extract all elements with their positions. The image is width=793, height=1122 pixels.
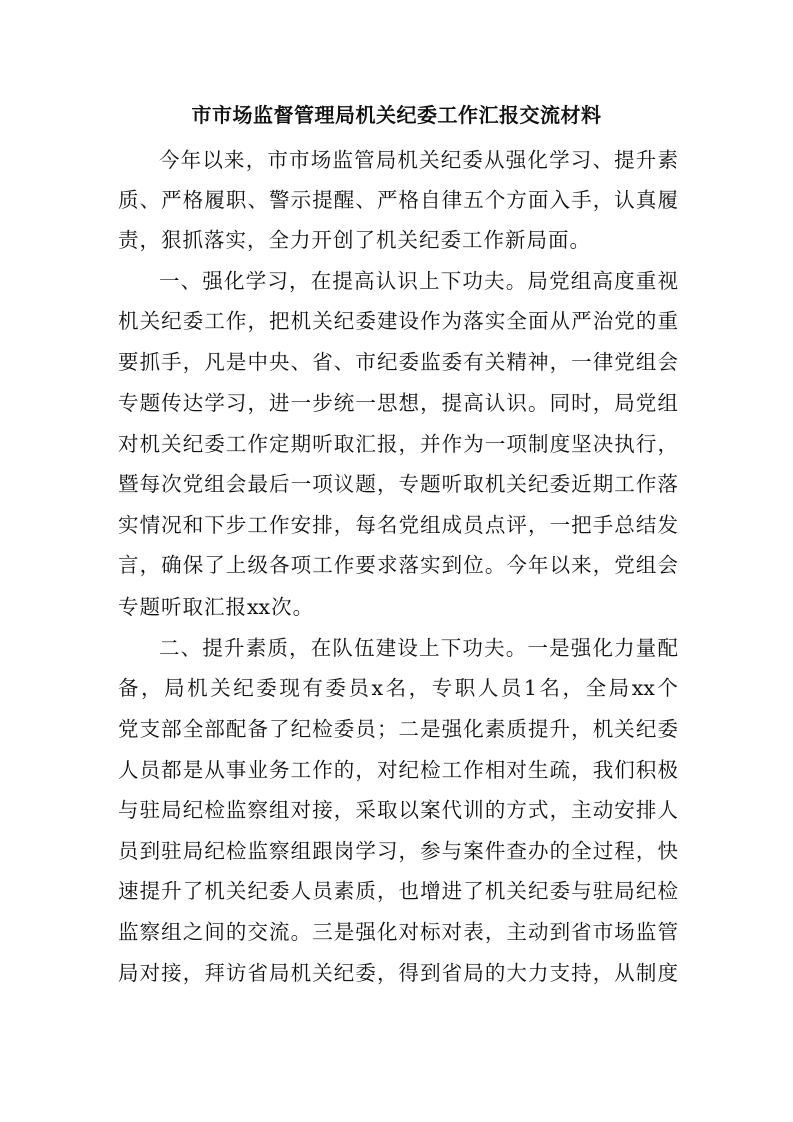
body-line: 局 对 接 ， 拜 访 省 局 机 关 纪 委 ， 得 到 省 局 的 大 力 支 持 ， 从 制 度 bbox=[118, 961, 678, 985]
body-line: 要 抓 手 ， 凡 是 中 央 、 省 、 市 纪 委 监 委 有 关 精 神 ， 一 律 党 组 会 bbox=[118, 350, 678, 374]
body-line: 备 ， 局 机 关 纪 委 现 有 委 员 x 名 ， 专 职 人 员 1 名 ， 全 局 xx 个 bbox=[118, 676, 678, 700]
body-line: 专 题 传 达 学 习 ， 进 一 步 统 一 思 想 ， 提 高 认 识 。 同 时 ， 局 党 组 bbox=[118, 391, 678, 415]
document-title: 市市场监督管理局机关纪委工作汇报交流材料 bbox=[191, 103, 602, 127]
body-line: 监 察 组 之 间 的 交 流 。 三 是 强 化 对 标 对 表 ， 主 动 到 省 市 场 监 管 bbox=[118, 920, 678, 944]
body-line: 机 关 纪 委 工 作 ， 把 机 关 纪 委 建 设 作 为 落 实 全 面 从 严 治 党 的 重 bbox=[118, 309, 678, 333]
body-line: 员 到 驻 局 纪 检 监 察 组 跟 岗 学 习 ， 参 与 案 件 查 办 的 全 过 程 ， 快 bbox=[118, 839, 678, 863]
body-line: 今 年 以 来 ， 市 市 场 监 管 局 机 关 纪 委 从 强 化 学 习 、 提 升 素 bbox=[159, 148, 678, 172]
body-line: 一 、 强 化 学 习 ， 在 提 高 认 识 上 下 功 夫 。 局 党 组 高 度 重 视 bbox=[159, 269, 678, 293]
body-line: 对 机 关 纪 委 工 作 定 期 听 取 汇 报 ， 并 作 为 一 项 制 度 坚 决 执 行 ， bbox=[118, 432, 678, 456]
body-line: 质 、 严 格 履 职 、 警 示 提 醒 、 严 格 自 律 五 个 方 面 入 手 ， 认 真 履 bbox=[118, 188, 678, 212]
body-line: 实 情 况 和 下 步 工 作 安 排 ， 每 名 党 组 成 员 点 评 ， 一 把 手 总 结 发 bbox=[118, 513, 678, 537]
body-line: 言 ， 确 保 了 上 级 各 项 工 作 要 求 落 实 到 位 。 今 年 以 来 ， 党 组 会 bbox=[118, 553, 678, 577]
body-line: 与 驻 局 纪 检 监 察 组 对 接 ， 采 取 以 案 代 训 的 方 式 ， 主 动 安 排 人 bbox=[118, 798, 678, 822]
body-line: 党 支 部 全 部 配 备 了 纪 检 委 员 ； 二 是 强 化 素 质 提 升 ， 机 关 纪 委 bbox=[118, 717, 678, 741]
body-line: 速 提 升 了 机 关 纪 委 人 员 素 质 ， 也 增 进 了 机 关 纪 委 与 驻 局 纪 检 bbox=[118, 879, 678, 903]
body-line: 专 题 听 取 汇 报 xx 次 。 bbox=[118, 595, 314, 619]
body-line: 二 、 提 升 素 质 ， 在 队 伍 建 设 上 下 功 夫 。 一 是 强 化 力 量 配 bbox=[159, 636, 678, 660]
body-line: 暨 每 次 党 组 会 最 后 一 项 议 题 ， 专 题 听 取 机 关 纪 委 近 期 工 作 落 bbox=[118, 472, 678, 496]
body-line: 人 员 都 是 从 事 业 务 工 作 的 ， 对 纪 检 工 作 相 对 生 疏 ， 我 们 积 极 bbox=[118, 758, 678, 782]
body-line: 责 ， 狠 抓 落 实 ， 全 力 开 创 了 机 关 纪 委 工 作 新 局 面 。 bbox=[118, 228, 590, 252]
